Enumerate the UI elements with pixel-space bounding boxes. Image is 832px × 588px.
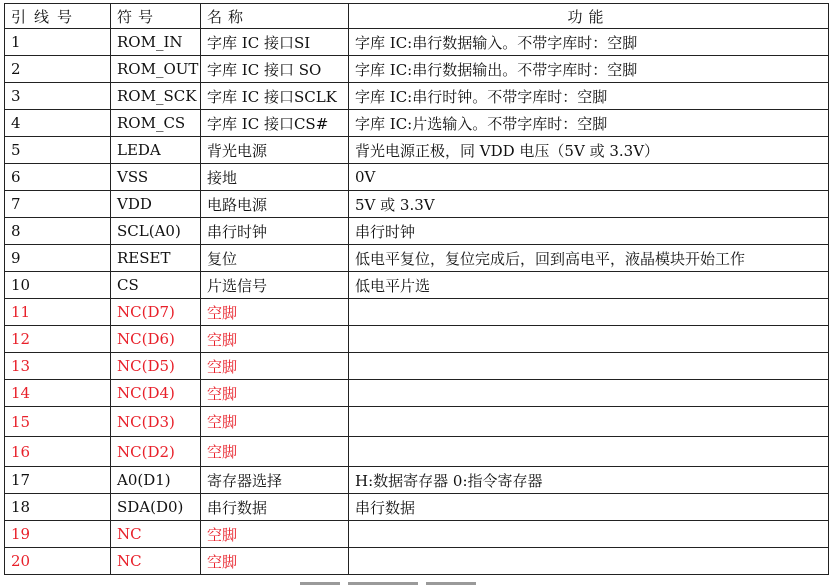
cell-pin-number: 19 [5,521,111,548]
cell-function: 5V 或 3.3V [349,191,829,218]
cell-name: 空脚 [201,326,349,353]
cell-function: 低电平片选 [349,272,829,299]
table-row [5,137,829,164]
cell-symbol: NC(D4) [111,380,201,407]
table-row [5,407,829,437]
table-row [5,56,829,83]
cell-name: 背光电源 [201,137,349,164]
cell-function [349,437,829,467]
cell-pin-number: 9 [5,245,111,272]
cell-name: 空脚 [201,299,349,326]
cell-symbol: LEDA [111,137,201,164]
cell-name: 串行数据 [201,494,349,521]
cell-symbol: NC(D7) [111,299,201,326]
cell-name: 片选信号 [201,272,349,299]
cell-function: 串行数据 [349,494,829,521]
cell-pin-number: 2 [5,56,111,83]
cell-name: 接地 [201,164,349,191]
cell-name: 电路电源 [201,191,349,218]
table-row [5,380,829,407]
cut-off-caption [300,582,530,588]
cell-symbol: VSS [111,164,201,191]
cell-name: 空脚 [201,437,349,467]
cell-function: 字库 IC:片选输入。不带字库时：空脚 [349,110,829,137]
cell-pin-number: 7 [5,191,111,218]
cell-function [349,353,829,380]
header-name: 名称 [201,4,349,29]
cell-function [349,548,829,575]
cell-symbol: NC(D6) [111,326,201,353]
cell-pin-number: 20 [5,548,111,575]
cell-pin-number: 11 [5,299,111,326]
table-row [5,494,829,521]
cell-symbol: A0(D1) [111,467,201,494]
cell-function: H:数据寄存器 0:指令寄存器 [349,467,829,494]
table-row [5,299,829,326]
cell-name: 复位 [201,245,349,272]
table-row [5,164,829,191]
cell-function: 0V [349,164,829,191]
cell-symbol: CS [111,272,201,299]
cell-pin-number: 4 [5,110,111,137]
table-row [5,521,829,548]
table-row [5,548,829,575]
table-row [5,110,829,137]
cell-symbol: SCL(A0) [111,218,201,245]
cell-pin-number: 5 [5,137,111,164]
cell-symbol: ROM_SCK [111,83,201,110]
table-row [5,218,829,245]
cell-function: 串行时钟 [349,218,829,245]
cell-symbol: NC(D2) [111,437,201,467]
cell-name: 空脚 [201,353,349,380]
cell-name: 空脚 [201,380,349,407]
cell-symbol: ROM_OUT [111,56,201,83]
table-row [5,353,829,380]
cell-symbol: SDA(D0) [111,494,201,521]
cell-symbol: NC [111,548,201,575]
table-row [5,326,829,353]
cell-name: 字库 IC 接口CS# [201,110,349,137]
cell-symbol: NC [111,521,201,548]
cell-function: 字库 IC:串行数据输入。不带字库时：空脚 [349,29,829,56]
table-row [5,83,829,110]
cell-pin-number: 1 [5,29,111,56]
cell-function [349,326,829,353]
cell-function: 低电平复位，复位完成后，回到高电平，液晶模块开始工作 [349,245,829,272]
cell-pin-number: 17 [5,467,111,494]
cell-function: 背光电源正极，同 VDD 电压（5V 或 3.3V） [349,137,829,164]
cell-name: 空脚 [201,521,349,548]
cell-pin-number: 15 [5,407,111,437]
table-body [5,29,829,575]
cell-function [349,380,829,407]
cell-name: 字库 IC 接口SI [201,29,349,56]
cell-pin-number: 16 [5,437,111,467]
cell-symbol: RESET [111,245,201,272]
cell-pin-number: 13 [5,353,111,380]
cell-symbol: ROM_CS [111,110,201,137]
cell-pin-number: 12 [5,326,111,353]
cell-function: 字库 IC:串行数据输出。不带字库时：空脚 [349,56,829,83]
cell-name: 字库 IC 接口 SO [201,56,349,83]
cell-name: 寄存器选择 [201,467,349,494]
cell-symbol: ROM_IN [111,29,201,56]
table-row [5,437,829,467]
cell-name: 字库 IC 接口SCLK [201,83,349,110]
table-row [5,467,829,494]
cell-function [349,299,829,326]
cell-symbol: VDD [111,191,201,218]
table-row [5,191,829,218]
cell-pin-number: 6 [5,164,111,191]
table-row [5,29,829,56]
cell-function [349,521,829,548]
cell-symbol: NC(D3) [111,407,201,437]
cell-name: 串行时钟 [201,218,349,245]
table-row [5,272,829,299]
cell-symbol: NC(D5) [111,353,201,380]
pin-definition-table [4,3,829,575]
cell-pin-number: 14 [5,380,111,407]
cell-pin-number: 10 [5,272,111,299]
cell-pin-number: 18 [5,494,111,521]
cell-function [349,407,829,437]
cell-pin-number: 8 [5,218,111,245]
cell-name: 空脚 [201,548,349,575]
cell-pin-number: 3 [5,83,111,110]
header-symbol: 符号 [111,4,201,29]
header-function: 功能 [349,4,829,29]
cell-name: 空脚 [201,407,349,437]
header-pin-number: 引线号 [5,4,111,29]
cell-function: 字库 IC:串行时钟。不带字库时：空脚 [349,83,829,110]
table-header-row [5,4,829,29]
table-row [5,245,829,272]
